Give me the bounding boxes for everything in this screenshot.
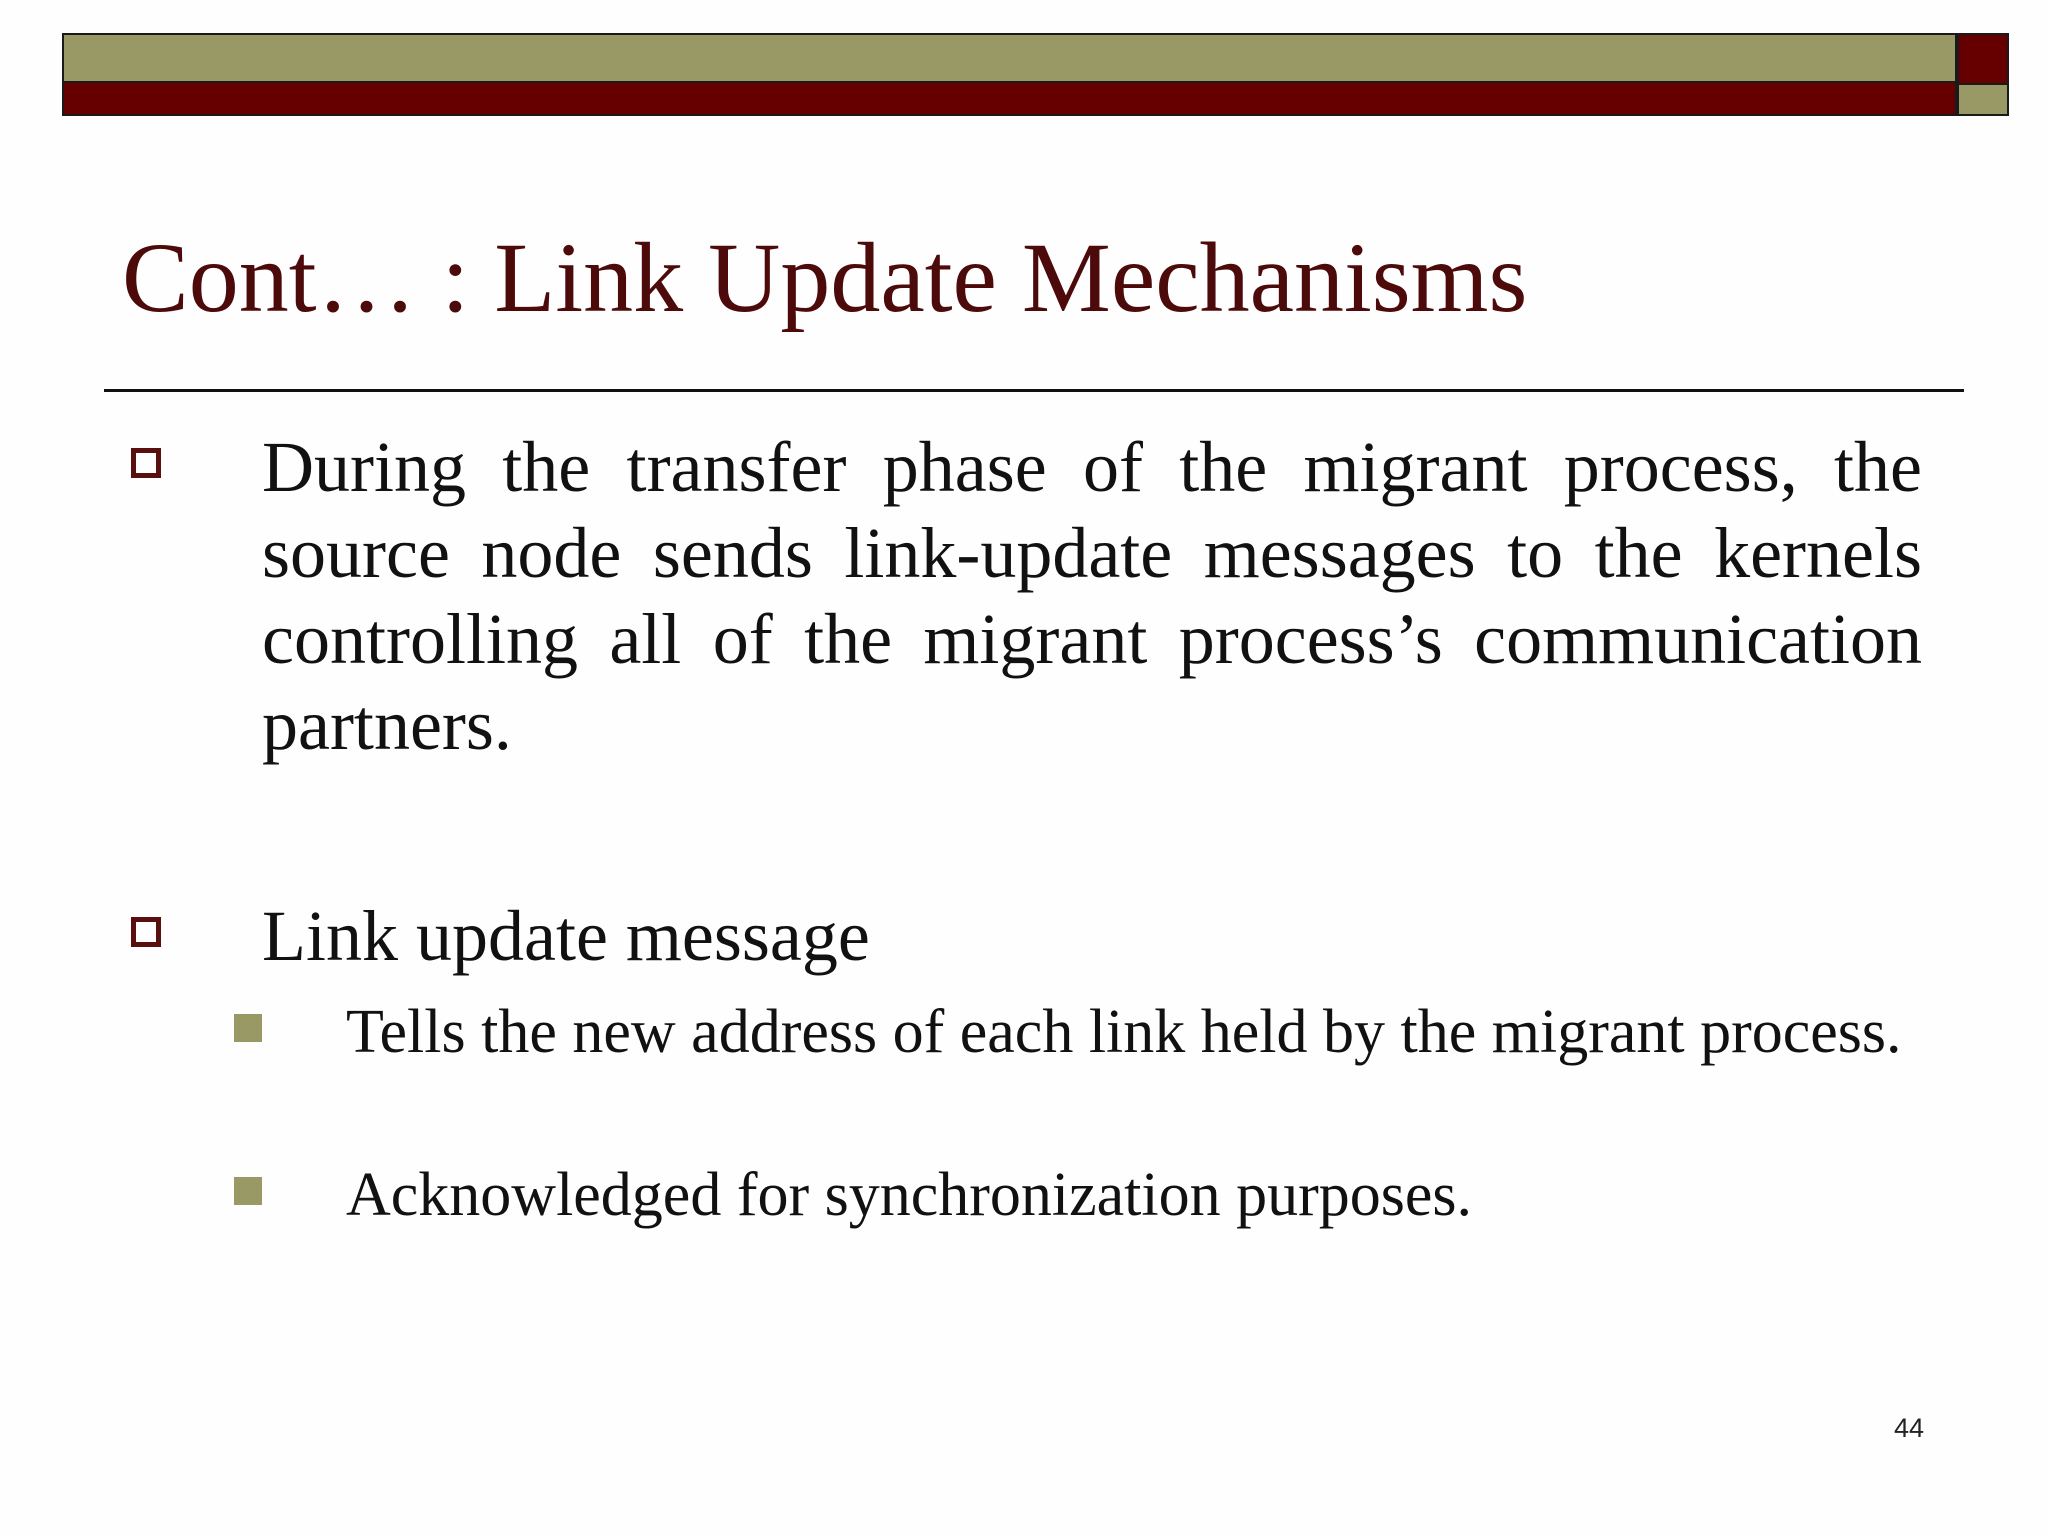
page-number: 44	[1893, 1413, 1924, 1443]
subbullet-text: Tells the new address of each link held by the migrant process.	[346, 998, 1902, 1066]
banner-olive-bar	[62, 33, 1957, 83]
header-banner	[62, 33, 2009, 116]
bullet-text: During the transfer phase of the migrant process, the source node sends link-update messages to the kernels controlling all of the migrant process’s communication partners.	[262, 427, 1922, 765]
filled-square-bullet-icon	[234, 1014, 262, 1042]
slide-title: Cont… : Link Update Mechanisms	[122, 222, 1528, 333]
subbullet-item-2	[346, 1157, 1922, 1233]
bullet-text: Link update message	[262, 896, 870, 976]
hollow-square-bullet-icon	[131, 448, 161, 478]
hollow-square-bullet-icon	[131, 917, 161, 947]
banner-maroon-bar	[62, 83, 1957, 116]
banner-corner-maroon-block	[1957, 33, 2009, 85]
filled-square-bullet-icon	[234, 1177, 262, 1205]
subbullet-text: Acknowledged for synchronization purposes.	[346, 1161, 1473, 1229]
bullet-item-2	[262, 893, 1922, 979]
title-divider	[104, 389, 1964, 392]
bullet-item-1	[262, 424, 1922, 768]
subbullet-item-1	[346, 994, 1922, 1070]
banner-corner-olive-block	[1957, 85, 2009, 116]
